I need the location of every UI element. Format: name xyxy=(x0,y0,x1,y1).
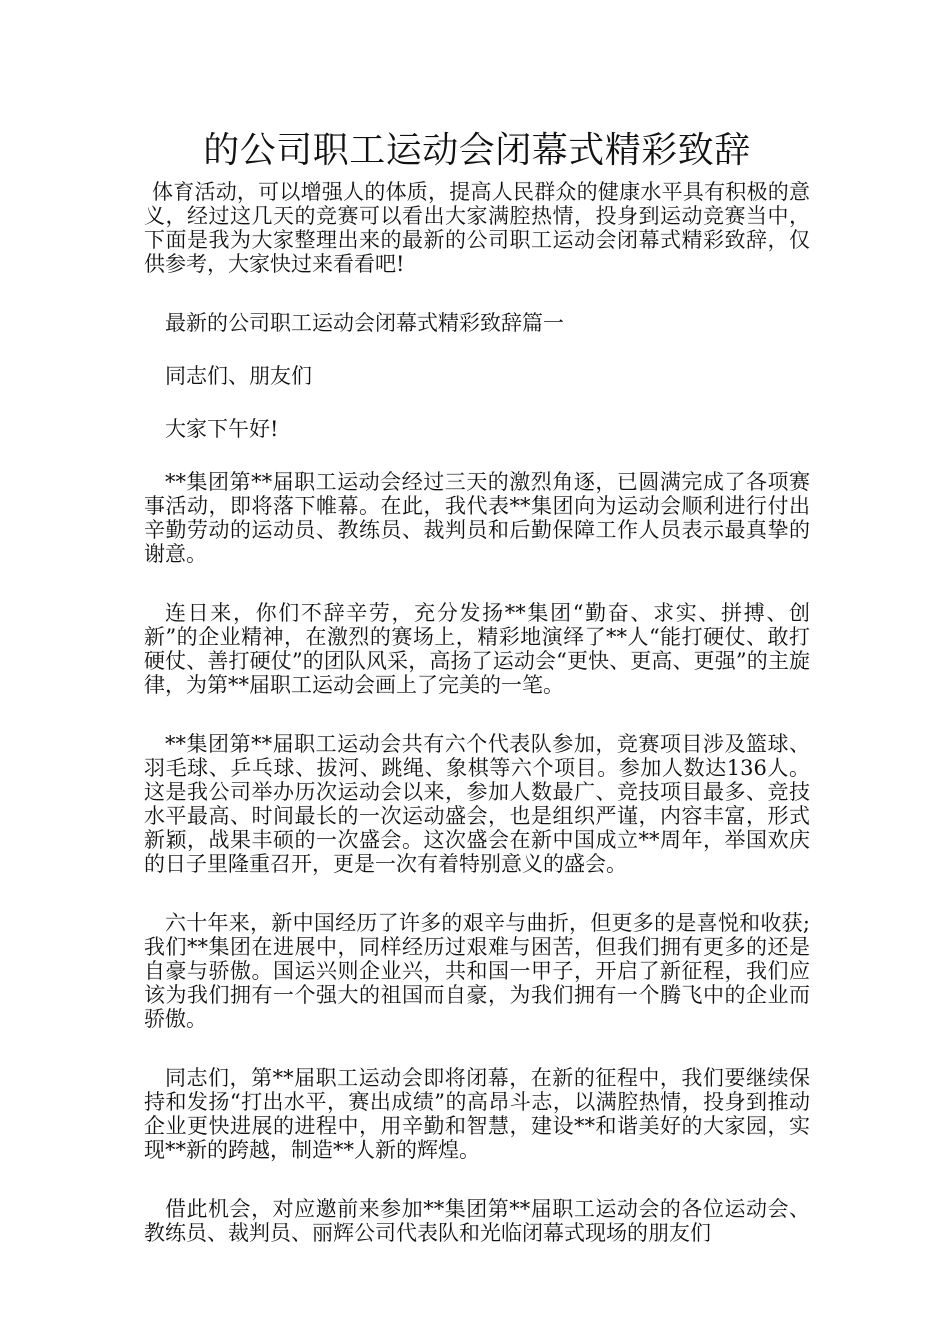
body-paragraph: **集团第**届职工运动会经过三天的激烈角逐，已圆满完成了各项赛事活动，即将落下帷幕。在此，我代表**集团向为运动会顺利进行付出辛勤劳动的运动员、教练员、裁判员和后勤保障工作人员表示最真挚的谢意。 xyxy=(144,470,810,566)
salutation: 同志们、朋友们 xyxy=(165,364,312,388)
body-paragraph: 借此机会，对应邀前来参加**集团第**届职工运动会的各位运动会、教练员、裁判员、丽辉公司代表队和光临闭幕式现场的朋友们 xyxy=(144,1197,810,1245)
intro-paragraph: 体育活动，可以增强人的体质，提高人民群众的健康水平具有积极的意义，经过这几天的竞赛可以看出大家满腔热情，投身到运动竞赛当中，下面是我为大家整理出来的最新的公司职工运动会闭幕式精彩致辞，仅供参考，大家快过来看看吧! xyxy=(144,180,810,276)
greeting: 大家下午好! xyxy=(165,417,279,441)
body-paragraph: **集团第**届职工运动会共有六个代表队参加，竞赛项目涉及篮球、羽毛球、乒乓球、拔河、跳绳、象棋等六个项目。参加人数达136人。这是我公司举办历次运动会以来，参加人数最广、竞技项目最多、竞技水平最高、时间最长的一次运动盛会，也是组织严谨，内容丰富，形式新颖，战果丰硕的一次盛会。这次盛会在新中国成立**周年，举国欢庆的日子里隆重召开，更是一次有着特别意义的盛会。 xyxy=(144,732,810,876)
body-paragraph: 同志们，第**届职工运动会即将闭幕，在新的征程中，我们要继续保持和发扬“打出水平，赛出成绩”的高昂斗志，以满腔热情，投身到推动企业更快进展的进程中，用辛勤和智慧，建设**和谐美好的大家园，实现**新的跨越，制造**人新的辉煌。 xyxy=(144,1066,810,1162)
body-paragraph: 连日来，你们不辞辛劳，充分发扬**集团“勤奋、求实、拼搏、创新”的企业精神，在激烈的赛场上，精彩地演绎了**人“能打硬仗、敢打硬仗、善打硬仗”的团队风采，高扬了运动会“更快、更高、更强”的主旋律，为第**届职工运动会画上了完美的一笔。 xyxy=(144,601,810,697)
body-paragraph: 六十年来，新中国经历了许多的艰辛与曲折，但更多的是喜悦和收获;我们**集团在进展中，同样经历过艰难与困苦，但我们拥有更多的还是自豪与骄傲。国运兴则企业兴，共和国一甲子，开启了新征程，我们应该为我们拥有一个强大的祖国而自豪，为我们拥有一个腾飞中的企业而骄傲。 xyxy=(144,911,810,1031)
document-title: 的公司职工运动会闭幕式精彩致辞 xyxy=(203,130,751,171)
section-heading: 最新的公司职工运动会闭幕式精彩致辞篇一 xyxy=(165,311,564,335)
document-page xyxy=(144,128,810,1280)
